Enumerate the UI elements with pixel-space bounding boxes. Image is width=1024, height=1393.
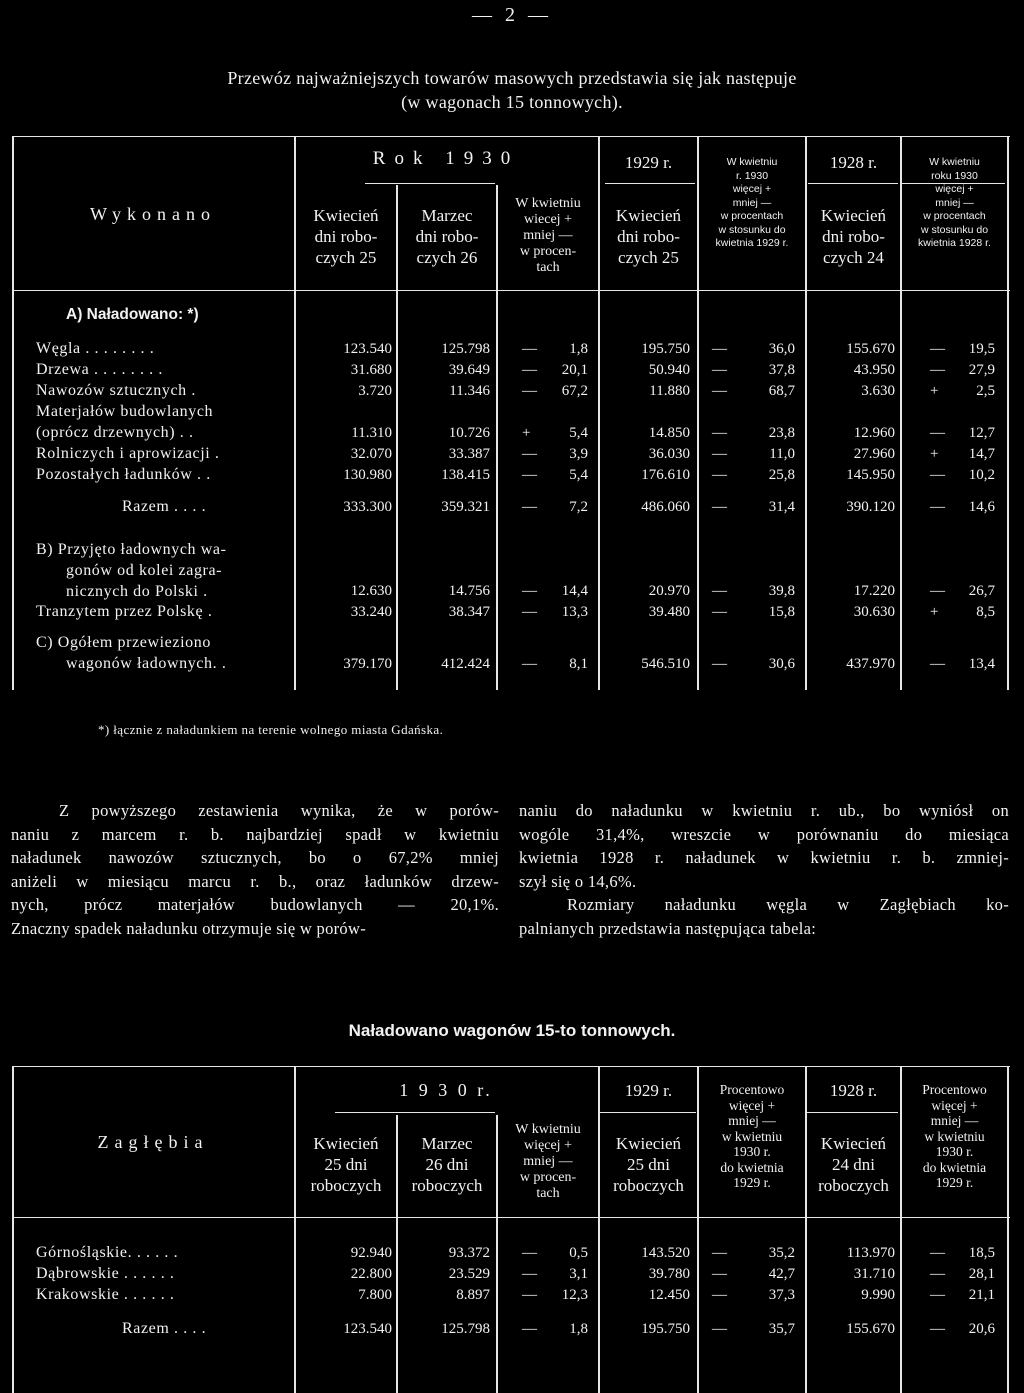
value-c5: 15,8 <box>768 604 795 620</box>
cell-c4: 546.510 <box>641 656 690 672</box>
row-label: Pozostałych ładunków . . <box>36 466 211 483</box>
paragraph-line: palnianych przedstawia następująca tabela: <box>519 918 817 938</box>
header-rok-1930: Rok 1930 <box>372 148 520 169</box>
cell-c6: 31.710 <box>853 1266 895 1282</box>
paragraph-line: wogóle 31,4%, wreszcie w porównaniu do miesiąca <box>519 824 1009 844</box>
cell-c6: 27.960 <box>853 446 895 462</box>
cell-c1: 11.310 <box>351 425 392 441</box>
value-c5: 35,2 <box>768 1245 795 1261</box>
sign-c3: — <box>522 583 537 599</box>
cell-c4: 486.060 <box>641 499 690 515</box>
sign-c7: + <box>930 383 939 399</box>
cell-c2: 93.372 <box>448 1245 490 1261</box>
value-c7: 18,5 <box>968 1245 995 1261</box>
footnote: *) łącznie z naładunkiem na terenie wolnego miasta Gdańska. <box>98 722 444 737</box>
cell-c7 <box>930 1287 995 1307</box>
cell-c1: 123.540 <box>343 1321 392 1337</box>
header-kwiecien-1930: Kwiecień dni robo- czych 25 <box>313 206 379 267</box>
sign-c3: — <box>522 446 537 462</box>
sign-c5: — <box>712 1245 727 1261</box>
value-c5: 30,6 <box>768 656 795 672</box>
sign-c3: — <box>522 656 537 672</box>
cell-c3 <box>522 362 588 382</box>
cell-c1: 7.800 <box>358 1287 392 1303</box>
section-b-line-3: nicznych do Polski . <box>66 583 208 600</box>
row-label: Rolniczych i aprowizacji . <box>36 445 220 462</box>
cell-c3 <box>522 604 588 624</box>
sign-c5: — <box>712 1287 727 1303</box>
intro-line-1: Przewóz najważniejszych towarów masowych przedstawia się jak następuje <box>227 68 797 88</box>
header2-pct-1930: W kwietniu więcej + mniej — w procen- tach <box>515 1122 581 1201</box>
paragraph-line: naniu z marcem r. b. najbardziej spadł w kwietniu <box>11 824 499 844</box>
cell-c1: 3.720 <box>358 383 392 399</box>
header-1929: 1929 r. <box>624 153 673 172</box>
value-c7: 14,6 <box>968 499 995 515</box>
cell-c3 <box>522 1245 588 1265</box>
cell-c2: 8.897 <box>456 1287 490 1303</box>
cell-c2: 14.756 <box>448 583 490 599</box>
cell-c2: 125.798 <box>441 341 490 357</box>
cell-c1: 33.240 <box>350 604 392 620</box>
header2-pct-1929: Procentowo więcej + mniej — w kwietniu 1930 r. do kwietnia 1929 r. <box>719 1082 785 1190</box>
value-c7: 13,4 <box>968 656 995 672</box>
value-c3: 0,5 <box>569 1245 588 1261</box>
sign-c7: — <box>930 1266 945 1282</box>
value-c5: 39,8 <box>768 583 795 599</box>
value-c5: 11,0 <box>769 446 795 462</box>
sign-c5: — <box>712 341 727 357</box>
cell-c7 <box>930 604 995 624</box>
cell-c5 <box>712 383 795 403</box>
cell-c5 <box>712 467 795 487</box>
header-wykonano: Wykonano <box>90 204 216 224</box>
value-c3: 1,8 <box>569 341 588 357</box>
value-c7: 20,6 <box>968 1321 995 1337</box>
cell-c2: 11.346 <box>449 383 490 399</box>
page-number: — 2 — <box>472 4 552 26</box>
cell-c7 <box>930 1321 995 1341</box>
sign-c5: — <box>712 467 727 483</box>
cell-c7 <box>930 383 995 403</box>
cell-c1: 92.940 <box>350 1245 392 1261</box>
value-c3: 5,4 <box>569 467 588 483</box>
cell-c2: 138.415 <box>441 467 490 483</box>
sign-c7: — <box>930 425 945 441</box>
paragraph-line: szył się o 14,6%. <box>519 871 637 891</box>
cell-c3 <box>522 404 588 424</box>
cell-c2: 10.726 <box>448 425 490 441</box>
sign-c7: — <box>930 583 945 599</box>
cell-c2: 125.798 <box>441 1321 490 1337</box>
cell-c5 <box>712 1245 795 1265</box>
sign-c5: — <box>712 446 727 462</box>
cell-c6: 9.990 <box>861 1287 895 1303</box>
cell-c5 <box>712 1287 795 1307</box>
sign-c7: — <box>930 467 945 483</box>
value-c5: 23,8 <box>768 425 795 441</box>
cell-c3 <box>522 656 588 676</box>
value-c5: 31,4 <box>768 499 795 515</box>
cell-c3 <box>522 383 588 403</box>
header-kwiecien-1929: Kwiecień dni robo- czych 25 <box>615 206 682 267</box>
cell-c6: 113.970 <box>846 1245 895 1261</box>
section-c-line-1: C) Ogółem przewieziono <box>36 634 211 651</box>
row-label: Nawozów sztucznych . <box>36 382 196 399</box>
value-c5: 37,3 <box>768 1287 795 1303</box>
cell-c7 <box>930 656 995 676</box>
header2-rok-1930: 1 9 3 0 r. <box>399 1080 493 1100</box>
header-1928: 1928 r. <box>829 153 878 172</box>
cell-c1: 379.170 <box>343 656 392 672</box>
cell-c3 <box>522 467 588 487</box>
value-c5: 42,7 <box>768 1266 795 1282</box>
header-pct-1930: W kwietniu wiecej + mniej — w procen- tach <box>515 196 581 275</box>
cell-c5 <box>712 604 795 624</box>
paragraph-line: naniu do naładunku w kwietniu r. ub., bo wyniósł on <box>519 801 1009 820</box>
cell-c6: 12.960 <box>853 425 895 441</box>
cell-c5 <box>712 446 795 466</box>
value-c3: 13,3 <box>561 604 588 620</box>
cell-c7 <box>930 341 995 361</box>
cell-c7 <box>930 583 995 603</box>
sign-c5: — <box>712 383 727 399</box>
cell-c6: 437.970 <box>846 656 895 672</box>
cell-c1: 130.980 <box>343 467 392 483</box>
cell-c7 <box>930 1245 995 1265</box>
cell-c3 <box>522 425 588 445</box>
cell-c7 <box>930 404 995 424</box>
sign-c3: — <box>522 467 537 483</box>
sign-c5: — <box>712 362 727 378</box>
paragraph-line: naładunek nawozów sztucznych, bo o 67,2% mniej <box>11 848 499 867</box>
sign-c3: — <box>522 341 537 357</box>
intro-line-2: (w wagonach 15 tonnowych). <box>401 92 623 112</box>
row-label: Razem . . . . <box>122 498 207 515</box>
sign-c3: — <box>522 383 537 399</box>
value-c3: 7,2 <box>569 499 588 515</box>
value-c7: 14,7 <box>968 446 995 462</box>
sign-c3: — <box>522 1321 537 1337</box>
paragraph-line: nych, prócz materjałów budowlanych — 20,1%. <box>11 895 499 914</box>
header2-1928: 1928 r. <box>829 1081 878 1100</box>
value-c3: 12,3 <box>561 1287 588 1303</box>
cell-c4: 11.880 <box>649 383 690 399</box>
section-c-line-2: wagonów ładownych. . <box>66 655 227 672</box>
rok1930-rule <box>365 183 495 184</box>
sign-c3: — <box>522 499 537 515</box>
cell-c6: 3.630 <box>861 383 895 399</box>
cell-c2: 359.321 <box>441 499 490 515</box>
sign-c3: — <box>522 1245 537 1261</box>
row-label: Razem . . . . <box>122 1320 207 1337</box>
row-label: Krakowskie . . . . . . <box>36 1286 175 1303</box>
cell-c1: 22.800 <box>350 1266 392 1282</box>
row-label: Drzewa . . . . . . . . <box>36 361 163 378</box>
y1929-rule <box>605 183 695 184</box>
cell-c6: 43.950 <box>853 362 895 378</box>
cell-c3 <box>522 1321 588 1341</box>
paragraph-line: Z powyższego zestawienia wynika, że w porów- <box>59 801 499 820</box>
table1-top-rule <box>12 136 1010 137</box>
value-c5: 25,8 <box>768 467 795 483</box>
paragraph-left <box>11 799 499 940</box>
sign-c7: + <box>930 446 939 462</box>
sign-c5: — <box>712 583 727 599</box>
cell-c4: 195.750 <box>641 341 690 357</box>
cell-c1: 12.630 <box>350 583 392 599</box>
value-c7: 2,5 <box>976 383 995 399</box>
row-label: Tranzytem przez Polskę . <box>36 603 213 620</box>
header-kwiecien-1928: Kwiecień dni robo- czych 24 <box>820 206 887 267</box>
value-c5: 68,7 <box>768 383 795 399</box>
y1928-rule <box>808 183 898 184</box>
value-c3: 5,4 <box>569 425 588 441</box>
value-c7: 19,5 <box>968 341 995 357</box>
cell-c3 <box>522 1287 588 1307</box>
paragraph-line: kwietnia 1928 r. naładunek w kwietniu r. b. zmniej- <box>519 848 1009 867</box>
sign-c3: — <box>522 1287 537 1303</box>
cell-c7 <box>930 446 995 466</box>
value-c7: 21,1 <box>968 1287 995 1303</box>
cell-c3 <box>522 499 588 519</box>
section-a-label: A) Naładowano: *) <box>66 306 199 323</box>
cell-c4: 143.520 <box>641 1245 690 1261</box>
cell-c6: 155.670 <box>846 1321 895 1337</box>
sign-c5: — <box>712 499 727 515</box>
value-c3: 20,1 <box>561 362 588 378</box>
cell-c1: 333.300 <box>343 499 392 515</box>
cell-c5 <box>712 362 795 382</box>
row-label: Węgla . . . . . . . . <box>36 340 155 357</box>
sign-c7: — <box>930 1321 945 1337</box>
cell-c4: 195.750 <box>641 1321 690 1337</box>
cell-c5 <box>712 341 795 361</box>
cell-c6: 30.630 <box>853 604 895 620</box>
cell-c5 <box>712 583 795 603</box>
sign-c7: + <box>930 604 939 620</box>
cell-c4: 14.850 <box>648 425 690 441</box>
cell-c4: 12.450 <box>648 1287 690 1303</box>
cell-c5 <box>712 425 795 445</box>
cell-c1: 123.540 <box>343 341 392 357</box>
cell-c2: 38.347 <box>448 604 490 620</box>
value-c7: 12,7 <box>968 425 995 441</box>
header-pct-1928: W kwietniu roku 1930 więcej + mniej — w procentach w stosunku do kwietnia 1928 r. <box>918 156 991 249</box>
header-zaglebia: Zagłębia <box>97 1132 209 1152</box>
value-c3: 67,2 <box>561 383 588 399</box>
paragraph-line: Znaczny spadek naładunku otrzymuje się w porów- <box>11 918 366 938</box>
header2-kwiecien-1928: Kwiecień 24 dni roboczych <box>818 1134 889 1195</box>
sign-c3: + <box>522 425 531 441</box>
value-c3: 3,1 <box>569 1266 588 1282</box>
value-c3: 14,4 <box>561 583 588 599</box>
cell-c4: 20.970 <box>648 583 690 599</box>
header2-marzec-1930: Marzec 26 dni roboczych <box>411 1134 483 1195</box>
value-c7: 28,1 <box>968 1266 995 1282</box>
cell-c7 <box>930 425 995 445</box>
paragraph-line: Rozmiary naładunku węgla w Zagłębiach ko- <box>567 895 1009 914</box>
cell-c2: 33.387 <box>448 446 490 462</box>
sign-c5: — <box>712 425 727 441</box>
sign-c3: — <box>522 604 537 620</box>
cell-c3 <box>522 583 588 603</box>
sign-c7: — <box>930 656 945 672</box>
cell-c6: 390.120 <box>846 499 895 515</box>
cell-c5 <box>712 1321 795 1341</box>
cell-c4: 50.940 <box>648 362 690 378</box>
cell-c6: 17.220 <box>853 583 895 599</box>
row-label: Dąbrowskie . . . . . . <box>36 1265 175 1282</box>
cell-c7 <box>930 362 995 382</box>
sign-c5: — <box>712 656 727 672</box>
table2-title: Naładowano wagonów 15-to tonnowych. <box>348 1021 676 1040</box>
cell-c3 <box>522 341 588 361</box>
cell-c4: 176.610 <box>641 467 690 483</box>
paragraph-line: aniżeli w miesiącu marcu r. b., oraz ładunków drzew- <box>11 871 499 891</box>
cell-c7 <box>930 499 995 519</box>
sign-c7: — <box>930 362 945 378</box>
value-c5: 37,8 <box>768 362 795 378</box>
value-c7: 27,9 <box>968 362 995 378</box>
cell-c6: 155.670 <box>846 341 895 357</box>
paragraph-right <box>519 799 1009 940</box>
cell-c1: 32.070 <box>350 446 392 462</box>
sign-c7: — <box>930 341 945 357</box>
sign-c3: — <box>522 362 537 378</box>
sign-c7: — <box>930 499 945 515</box>
row-label: Górnośląskie. . . . . . <box>36 1244 179 1261</box>
header2-kwiecien-1929: Kwiecień 25 dni roboczych <box>613 1134 684 1195</box>
header2-kwiecien-1930: Kwiecień 25 dni roboczych <box>310 1134 382 1195</box>
cell-c7 <box>930 1266 995 1286</box>
cell-c5 <box>712 499 795 519</box>
value-c7: 26,7 <box>968 583 995 599</box>
value-c3: 8,1 <box>569 656 588 672</box>
cell-c2: 23.529 <box>448 1266 490 1282</box>
cell-c4: 39.780 <box>648 1266 690 1282</box>
sign-c7: — <box>930 1287 945 1303</box>
value-c7: 10,2 <box>968 467 995 483</box>
cell-c2: 39.649 <box>448 362 490 378</box>
cell-c3 <box>522 446 588 466</box>
sign-c5: — <box>712 604 727 620</box>
value-c5: 36,0 <box>768 341 795 357</box>
sign-c3: — <box>522 1266 537 1282</box>
cell-c4: 36.030 <box>648 446 690 462</box>
table1-header-rule <box>12 290 1010 291</box>
cell-c3 <box>522 1266 588 1286</box>
cell-c5 <box>712 1266 795 1286</box>
cell-c7 <box>930 467 995 487</box>
sign-c5: — <box>712 1321 727 1337</box>
cell-c1: 31.680 <box>350 362 392 378</box>
cell-c5 <box>712 404 795 424</box>
cell-c4: 39.480 <box>648 604 690 620</box>
cell-c6: 145.950 <box>846 467 895 483</box>
value-c3: 1,8 <box>569 1321 588 1337</box>
section-b-line-2: gonów od kolei zagra- <box>66 562 223 579</box>
header2-1929: 1929 r. <box>624 1081 673 1100</box>
header-pct-1929: W kwietniu r. 1930 więcej + mniej — w procentach w stosunku do kwietnia 1929 r. <box>715 156 789 249</box>
section-b-line-1: B) Przyjęto ładownych wa- <box>36 541 227 558</box>
value-c3: 3,9 <box>569 446 588 462</box>
sign-c5: — <box>712 1266 727 1282</box>
value-c7: 8,5 <box>976 604 995 620</box>
row-label: Materjałów budowlanych <box>36 403 214 420</box>
cell-c5 <box>712 656 795 676</box>
header-marzec-1930: Marzec dni robo- czych 26 <box>415 206 479 267</box>
cell-c2: 412.424 <box>441 656 490 672</box>
value-c5: 35,7 <box>768 1321 795 1337</box>
sign-c7: — <box>930 1245 945 1261</box>
row-label: (oprócz drzewnych) . . <box>36 424 194 441</box>
header2-pct-1928: Procentowo więcej + mniej — w kwietniu 1930 r. do kwietnia 1929 r. <box>922 1082 987 1190</box>
